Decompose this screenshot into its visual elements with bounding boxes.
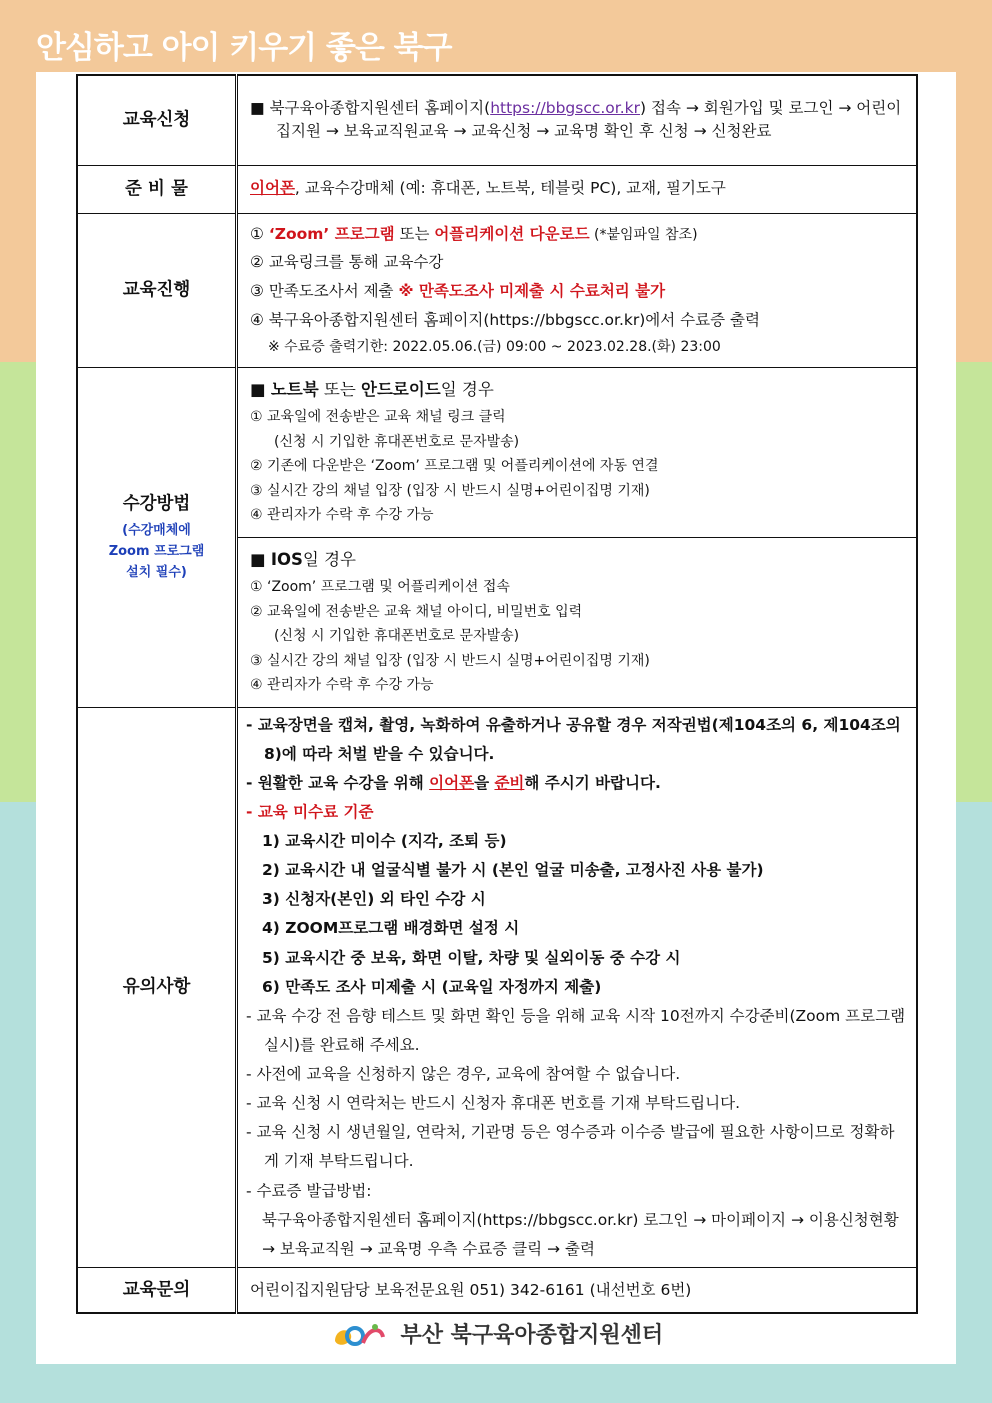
content-progress xyxy=(237,213,918,367)
note-earphone xyxy=(246,769,906,798)
survey-warning: ※ 만족도조사 미제출 시 수료처리 불가 xyxy=(398,282,666,301)
android-step-3: ③ 실시간 강의 채널 입장 (입장 시 반드시 실명+어린이집명 기재) xyxy=(250,482,650,499)
attachment-note: (*붙임파일 참조) xyxy=(589,226,698,243)
note-preregistration: - 사전에 교육을 신청하지 않은 경우, 교육에 참여할 수 없습니다. xyxy=(246,1065,681,1083)
method-sub-3: 설치 필수) xyxy=(126,564,187,580)
footer xyxy=(36,1318,956,1353)
case-text: 일 경우 xyxy=(440,380,494,400)
android-step-2: ② 기존에 다운받은 ‘Zoom’ 프로그램 및 어플리케이션에 자동 연결 xyxy=(250,458,659,475)
ios-label: IOS xyxy=(270,550,303,570)
progress-step-2: ② 교육링크를 통해 교육수강 xyxy=(250,253,444,272)
note-earphone-text-3: 해 주시기 바랍니다. xyxy=(524,773,661,792)
note-earphone-highlight: 이어폰 xyxy=(429,773,475,792)
header-notes: 유의사항 xyxy=(77,707,237,1267)
criteria-2: 2) 교육시간 내 얼굴식별 불가 시 (본인 얼굴 미송출, 고정사진 사용 불가) xyxy=(262,861,764,880)
content-method-ios xyxy=(237,537,918,707)
android-label: 안드로이드 xyxy=(361,380,441,400)
ios-step-4: ④ 관리자가 수락 후 수강 가능 xyxy=(250,677,434,694)
row-method-android xyxy=(77,367,917,537)
step-num: ① xyxy=(250,224,264,243)
info-table xyxy=(76,74,918,1314)
android-title: ■ 노트북 또는 안드로이드일 경우 xyxy=(250,380,494,400)
content-method-android xyxy=(237,367,918,537)
certificate-deadline: ※ 수료증 출력기한: 2022.05.06.(금) 09:00 ~ 2023.02.28.(화) 23:00 xyxy=(268,338,721,355)
row-progress xyxy=(77,213,917,367)
header-prep: 준 비 물 xyxy=(77,165,237,213)
contact-info: 어린이집지원담당 보육전문요원 051) 342-6161 (내선번호 6번) xyxy=(237,1267,918,1313)
homepage-link[interactable]: https://bbgscc.or.kr xyxy=(490,99,641,117)
ios-step-2-note: (신청 시 기입한 휴대폰번호로 문자발송) xyxy=(274,628,520,645)
ios-step-2: ② 교육일에 전송받은 교육 채널 아이디, 비밀번호 입력 xyxy=(250,603,583,620)
ios-step-3: ③ 실시간 강의 채널 입장 (입장 시 반드시 실명+어린이집명 기재) xyxy=(250,652,650,669)
note-contact-number: - 교육 신청 시 연락처는 반드시 신청자 휴대폰 번호를 기재 부탁드립니다. xyxy=(246,1094,741,1113)
ios-title: ■ IOS일 경우 xyxy=(250,550,356,570)
criteria-3: 3) 신청자(본인) 외 타인 수강 시 xyxy=(262,890,486,909)
apply-steps: ■ 북구육아종합지원센터 홈페이지(https://bbgscc.or.kr) 접속 → 회원가입 및 로그인 → 어린이집지원 → 보육교직원교육 → 교육신청 → 교육명 확인 후 신청 → 신청완료 xyxy=(250,99,902,141)
method-subnote xyxy=(78,521,235,583)
notebook-label: 노트북 xyxy=(270,380,319,400)
ios-step-1: ① ‘Zoom’ 프로그램 및 어플리케이션 접속 xyxy=(250,579,510,596)
criteria-4: 4) ZOOM프로그램 배경화면 설정 시 xyxy=(262,919,520,938)
progress-step-1 xyxy=(250,220,906,249)
row-apply xyxy=(77,75,917,165)
note-criteria-title: - 교육 미수료 기준 xyxy=(246,802,374,821)
header-progress: 교육진행 xyxy=(77,213,237,367)
center-name: 부산 북구육아종합지원센터 xyxy=(400,1323,664,1348)
case-text: 일 경우 xyxy=(302,550,356,570)
note-earphone-text-2: 을 xyxy=(474,773,495,792)
center-logo-icon xyxy=(329,1319,389,1353)
or-text: 또는 xyxy=(318,380,362,400)
android-step-1: ① 교육일에 전송받은 교육 채널 링크 클릭 xyxy=(250,409,506,426)
survey-text: ③ 만족도조사서 제출 xyxy=(250,282,399,301)
apply-text-2: ) 접속 → 회원가입 및 로그인 → 어린이집지원 → 보육교직원교육 → 교육신청 → 교육명 확인 후 신청 → 신청완료 xyxy=(276,99,902,141)
apply-text-1: 북구육아종합지원센터 홈페이지( xyxy=(269,99,491,117)
criteria-1: 1) 교육시간 미이수 (지각, 조퇴 등) xyxy=(262,832,507,850)
note-personal-info: - 교육 신청 시 생년월일, 연락처, 기관명 등은 영수증과 이수증 발급에 필요한 사항이므로 정확하게 기재 부탁드립니다. xyxy=(246,1123,895,1171)
progress-step-3 xyxy=(250,277,906,306)
note-earphone-text-1: - 원활한 교육 수강을 위해 xyxy=(246,773,430,792)
row-prep xyxy=(77,165,917,213)
header-apply: 교육신청 xyxy=(77,75,237,165)
or-text: 또는 xyxy=(394,224,435,243)
note-certificate-title: - 수료증 발급방법: xyxy=(246,1181,372,1200)
android-step-1-note: (신청 시 기입한 휴대폰번호로 문자발송) xyxy=(274,433,520,450)
content-prep xyxy=(237,165,918,213)
content-apply xyxy=(237,75,918,165)
criteria-5: 5) 교육시간 중 보육, 화면 이탈, 차량 및 실외이동 중 수강 시 xyxy=(262,948,681,967)
row-contact xyxy=(77,1267,917,1313)
prep-items: , 교육수강매체 (예: 휴대폰, 노트북, 테블릿 PC), 교재, 필기도구 xyxy=(294,179,726,198)
progress-step-4: ④ 북구육아종합지원센터 홈페이지(https://bbgscc.or.kr)에서 수료증 출력 xyxy=(250,310,760,329)
header-method xyxy=(77,367,237,707)
zoom-program-label: ‘Zoom’ 프로그램 xyxy=(268,224,395,243)
note-certificate-steps: 북구육아종합지원센터 홈페이지(https://bbgscc.or.kr) 로그인 → 마이페이지 → 이용신청현황 → 보육교직원 → 교육명 우측 수료증 클릭 → 출력 xyxy=(262,1210,899,1258)
app-download-label: 어플리케이션 다운로드 xyxy=(434,224,590,243)
note-sound-test: - 교육 수강 전 음향 테스트 및 화면 확인 등을 위해 교육 시작 10전까지 수강준비(Zoom 프로그램 실시)를 완료해 주세요. xyxy=(246,1006,906,1054)
slogan-title: 안심하고 아이 키우기 좋은 북구 xyxy=(36,30,452,66)
method-sub-2: Zoom 프로그램 xyxy=(108,543,205,559)
android-step-4: ④ 관리자가 수락 후 수강 가능 xyxy=(250,507,434,524)
method-sub-1: (수강매체에 xyxy=(122,522,191,538)
note-copyright: - 교육장면을 캡쳐, 촬영, 녹화하여 유출하거나 공유할 경우 저작권법(제104조의 6, 제104조의 8)에 따라 처벌 받을 수 있습니다. xyxy=(246,715,901,763)
criteria-6: 6) 만족도 조사 미제출 시 (교육일 자정까지 제출) xyxy=(262,977,602,996)
note-prepare-highlight: 준비 xyxy=(494,773,525,792)
earphone-highlight: 이어폰 xyxy=(250,179,295,198)
row-notes xyxy=(77,707,917,1267)
content-notes xyxy=(237,707,918,1267)
document-paper xyxy=(36,72,956,1364)
method-title: 수강방법 xyxy=(122,493,191,514)
header-contact: 교육문의 xyxy=(77,1267,237,1313)
